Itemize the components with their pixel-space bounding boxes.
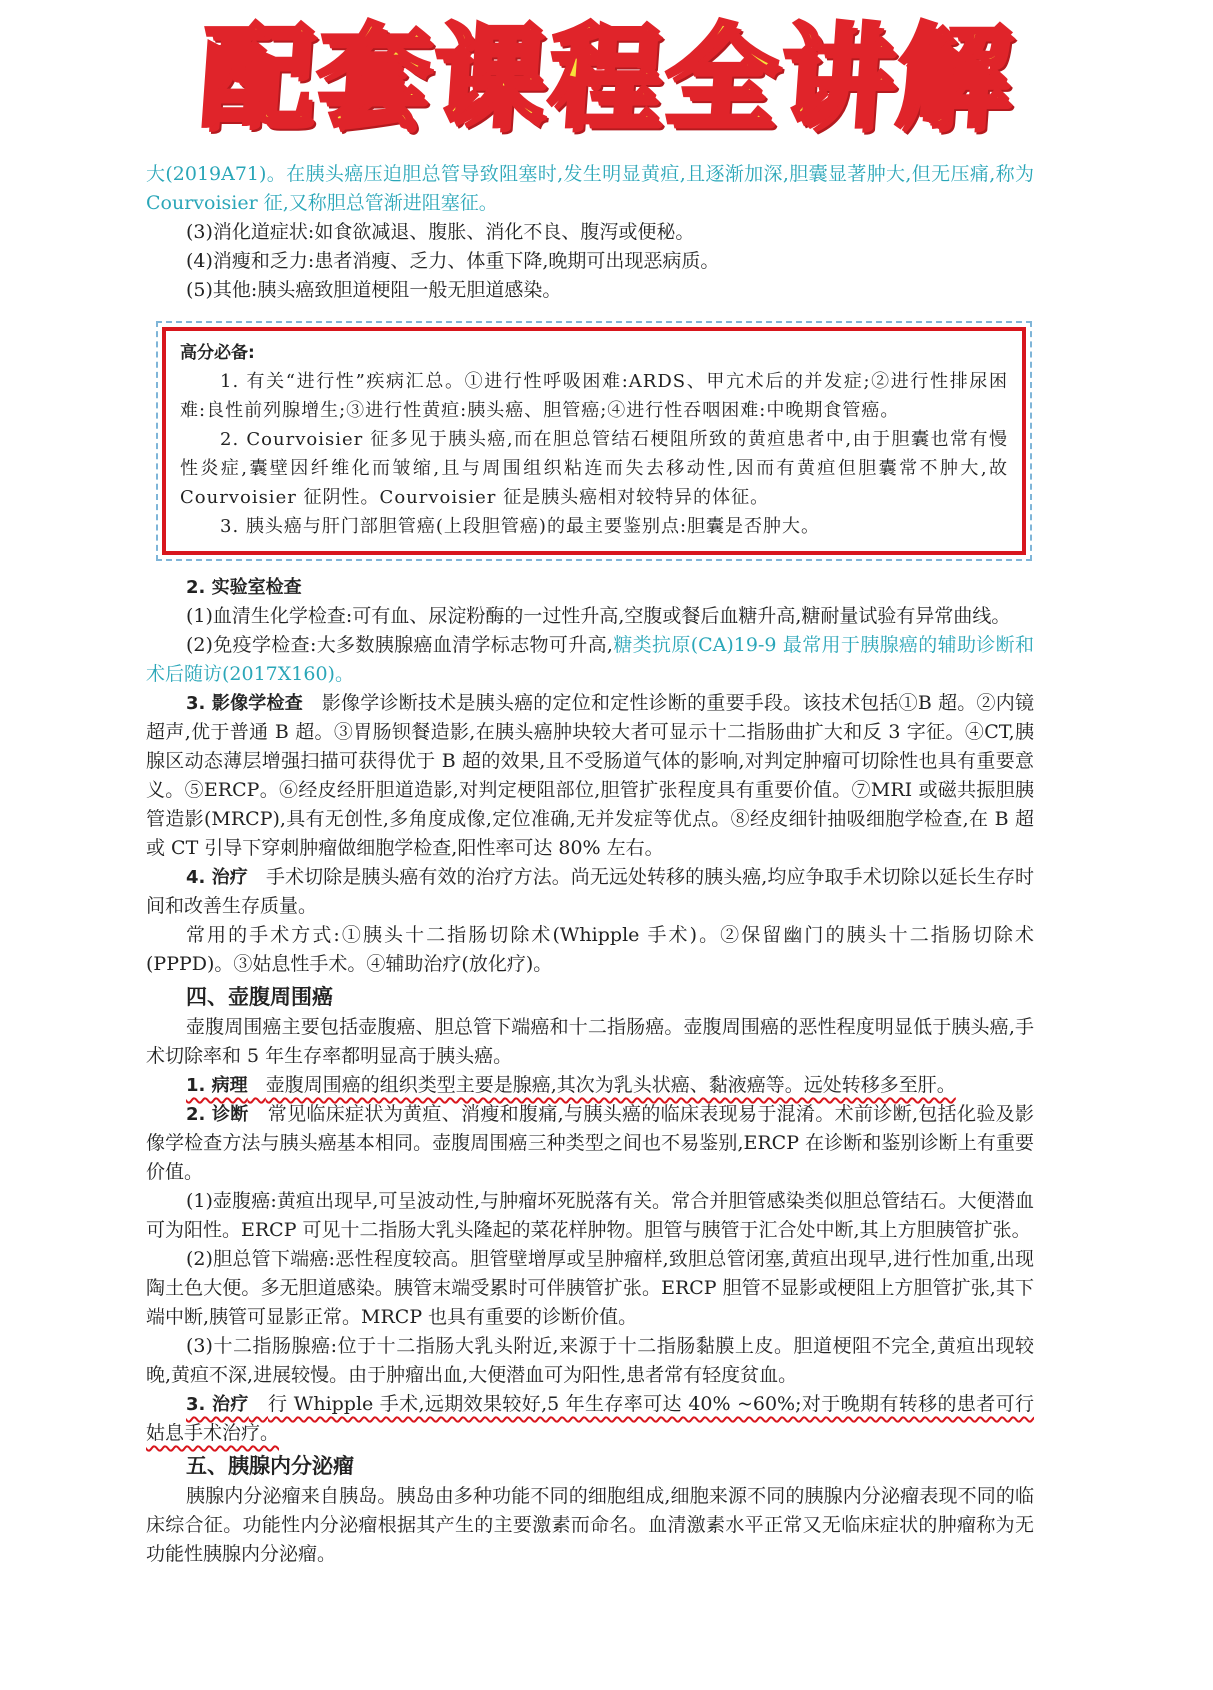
section5-title: 五、胰腺内分泌瘤	[186, 1454, 354, 1478]
symptom-item-5: (5)其他:胰头癌致胆道梗阻一般无胆道感染。	[186, 279, 562, 301]
lab-heading: 2. 实验室检查	[186, 577, 302, 598]
para-courvoisier: 大(2019A71)。在胰头癌压迫胆总管导致阻塞时,发生明显黄疸,且逐渐加深,胆囊显著肿大,但无压痛,称为 Courvoisier 征,又称胆总管渐进阻塞征。	[146, 163, 1034, 214]
lab-immuno: (2)免疫学检查:大多数胰腺癌血清学标志物可升高,糖类抗原(CA)19-9 最常用于胰腺癌的辅助诊断和术后随访(2017X160)。	[146, 634, 1035, 685]
key-points-highlight	[162, 327, 1026, 555]
section5-text: 胰腺内分泌瘤来自胰岛。胰岛由多种功能不同的细胞组成,细胞来源不同的胰腺内分泌瘤表现不同的临床综合征。功能性内分泌瘤根据其产生的主要激素而命名。血清激素水平正常又无临床症状的肿瘤称为无功能性胰腺内分泌瘤。	[146, 1485, 1034, 1565]
document-page	[146, 160, 1034, 1569]
lab-immuno-highlight: 糖类抗原(CA)19-9 最常用于胰腺癌的辅助诊断和术后随访(2017X160)。	[146, 634, 1035, 685]
diagnosis-duodenal: (3)十二指肠腺癌:位于十二指肠大乳头附近,来源于十二指肠黏膜上皮。胆道梗阻不完全,黄疸出现较晚,黄疸不深,进展较慢。由于肿瘤出血,大便潜血可为阳性,患者常有轻度贫血。	[146, 1335, 1034, 1386]
treatment-heading: 4. 治疗	[186, 867, 248, 888]
pathology-paragraph: 1. 病理 壶腹周围癌的组织类型主要是腺癌,其次为乳头状癌、黏液癌等。远处转移多至肝。	[186, 1074, 956, 1096]
key-point-3: 3. 胰头癌与肝门部胆管癌(上段胆管癌)的最主要鉴别点:胆囊是否肿大。	[220, 516, 821, 537]
section4-treatment-heading: 3. 治疗	[186, 1394, 249, 1415]
diagnosis-heading: 2. 诊断	[186, 1104, 249, 1125]
diagnosis-paragraph: 2. 诊断 常见临床症状为黄疸、消瘦和腹痛,与胰头癌的临床表现易于混淆。术前诊断,包括化验及影像学检查方法与胰头癌基本相同。壶腹周围癌三种类型之间也不易鉴别,ERCP 在诊断和鉴别诊断上有重要价值。	[146, 1103, 1034, 1183]
section4-treatment: 3. 治疗 行 Whipple 手术,远期效果较好,5 年生存率可达 40% ~60%;对于晚期有转移的患者可行姑息手术治疗。	[146, 1393, 1035, 1444]
symptom-item-4: (4)消瘦和乏力:患者消瘦、乏力、体重下降,晚期可出现恶病质。	[186, 250, 720, 272]
treatment-methods: 常用的手术方式:①胰头十二指肠切除术(Whipple 手术)。②保留幽门的胰头十二指肠切除术(PPPD)。③姑息性手术。④辅助治疗(放化疗)。	[146, 924, 1034, 975]
key-point-2: 2. Courvoisier 征多见于胰头癌,而在胆总管结石梗阻所致的黄疸患者中,由于胆囊也常有慢性炎症,囊壁因纤维化而皱缩,且与周围组织粘连而失去移动性,因而有黄疸但胆囊常不肿大,故 Courvoisier 征阴性。Courvoisier 征是胰头癌相对较特异的体征。	[180, 429, 1008, 508]
banner	[0, 0, 1213, 160]
section4-intro: 壶腹周围癌主要包括壶腹癌、胆总管下端癌和十二指肠癌。壶腹周围癌的恶性程度明显低于胰头癌,手术切除率和 5 年生存率都明显高于胰头癌。	[146, 1016, 1034, 1067]
treatment-paragraph: 4. 治疗 手术切除是胰头癌有效的治疗方法。尚无远处转移的胰头癌,均应争取手术切除以延长生存时间和改善生存质量。	[146, 866, 1034, 917]
diagnosis-ampulla: (1)壶腹癌:黄疸出现早,可呈波动性,与肿瘤坏死脱落有关。常合并胆管感染类似胆总管结石。大便潜血可为阳性。ERCP 可见十二指肠大乳头隆起的菜花样肿物。胆管与胰管于汇合处中断,其上方胆胰管扩张。	[146, 1190, 1034, 1241]
section4-title: 四、壶腹周围癌	[186, 985, 333, 1009]
lab-biochem: (1)血清生化学检查:可有血、尿淀粉酶的一过性升高,空腹或餐后血糖升高,糖耐量试验有异常曲线。	[186, 605, 1011, 627]
key-point-1: 1. 有关“进行性”疾病汇总。①进行性呼吸困难:ARDS、甲亢术后的并发症;②进行性排尿困难:良性前列腺增生;③进行性黄疸:胰头癌、胆管癌;④进行性吞咽困难:中晚期食管癌。	[180, 371, 1008, 421]
symptom-item-3: (3)消化道症状:如食欲减退、腹胀、消化不良、腹泻或便秘。	[186, 221, 695, 243]
key-points-title: 高分必备:	[180, 343, 255, 363]
banner-title: 配套课程全讲解	[195, 13, 1018, 143]
pathology-heading: 1. 病理	[186, 1075, 248, 1096]
diagnosis-bile-duct: (2)胆总管下端癌:恶性程度较高。胆管壁增厚或呈肿瘤样,致胆总管闭塞,黄疸出现早,进行性加重,出现陶土色大便。多无胆道感染。胰管末端受累时可伴胰管扩张。ERCP 胆管不显影或梗阻上方胆管扩张,其下端中断,胰管可显影正常。MRCP 也具有重要的诊断价值。	[146, 1248, 1034, 1328]
key-points-box	[156, 321, 1032, 561]
imaging-heading: 3. 影像学检查	[186, 693, 303, 714]
imaging-paragraph: 3. 影像学检查 影像学诊断技术是胰头癌的定位和定性诊断的重要手段。该技术包括①B 超。②内镜超声,优于普通 B 超。③胃肠钡餐造影,在胰头癌肿块较大者可显示十二指肠曲扩大和反 3 字征。④CT,胰腺区动态薄层增强扫描可获得优于 B 超的效果,且不受肠道气体的影响,对判定肿瘤可切除性也具有重要意义。⑤ERCP。⑥经皮经肝胆道造影,对判定梗阻部位,胆管扩张程度具有重要价值。⑦MRI 或磁共振胆胰管造影(MRCP),具有无创性,多角度成像,定位准确,无并发症等优点。⑧经皮细针抽吸细胞学检查,在 B 超或 CT 引导下穿刺肿瘤做细胞学检查,阳性率可达 80% 左右。	[146, 692, 1034, 859]
